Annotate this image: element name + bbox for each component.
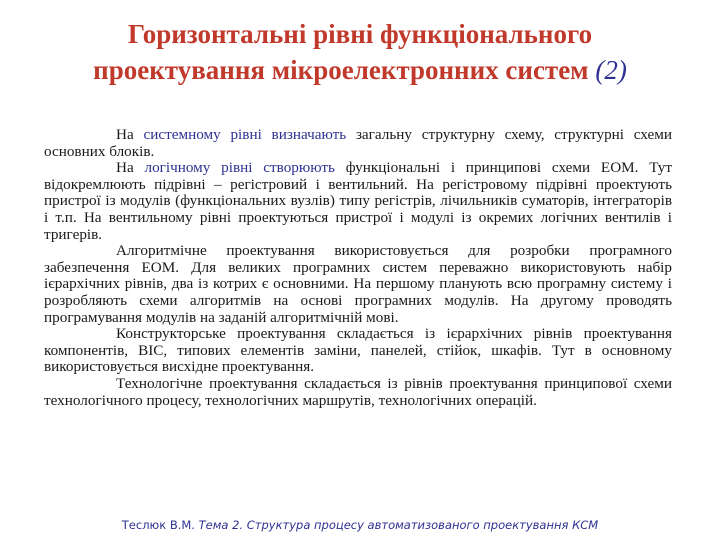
footer-topic: Тема 2. Структура процесу автоматизованого проектування КСМ [198, 518, 599, 532]
paragraph-algorithmic-design: Алгоритмічне проектування використовується для розробки програмного забезпечення ЕОМ. Для великих програмних систем переважно використовують набір ієрархічних рівнів, два із котрих є основними. На першому планують всю програмну систему і розробляють схеми алгоритмів на основі програмних модулів. На другому проводять програмування модулів на заданій алгоритмічній мові. [44, 242, 672, 326]
slide-title-line2-text: проектування мікроелектронних систем [93, 55, 589, 85]
paragraph-logic-level [44, 160, 672, 243]
paragraph-lead: На [116, 159, 145, 177]
slide-title-line2 [0, 52, 720, 88]
paragraph-lead: На [116, 126, 144, 143]
paragraph-highlight: системному рівні визначають [143, 126, 347, 143]
paragraph-rest: загальну структурну схему, структурні схеми основних блоків. [44, 126, 672, 160]
slide-title [0, 16, 720, 88]
slide-body [44, 127, 672, 409]
paragraph-technological-design: Технологічне проектування складається із рівнів проектування принципової схеми технологічного процесу, технологічних маршрутів, технологічних операцій. [44, 374, 672, 409]
footer-author: Теслюк В.М. [121, 518, 195, 532]
paragraph-rest: функціональні і принципові схеми ЕОМ. Тут відокремлюють підрівні – регістровий і вентильний. На регістровому підрівні проектують пристрої із модулів (функціональних вузлів) типу регістрів, лічильників суматорів, інтеграторів і т.п. На вентильному рівні проектуються пристрої і модулі із окремих логічних вентилів і тригерів. [44, 159, 672, 243]
slide-title-line1: Горизонтальні рівні функціонального [127, 19, 593, 49]
paragraph-highlight: логічному рівні створюють [144, 159, 335, 177]
slide-footer [0, 518, 720, 532]
paragraph-construction-design: Конструкторське проектування складається із ієрархічних рівнів проектування компонентів, ВІС, типових елементів заміни, панелей, стійок, шкафів. Тут в основному використовується висхідне проектування. [44, 325, 672, 376]
paragraph-system-level [44, 127, 672, 160]
slide-number: (2) [595, 55, 627, 85]
